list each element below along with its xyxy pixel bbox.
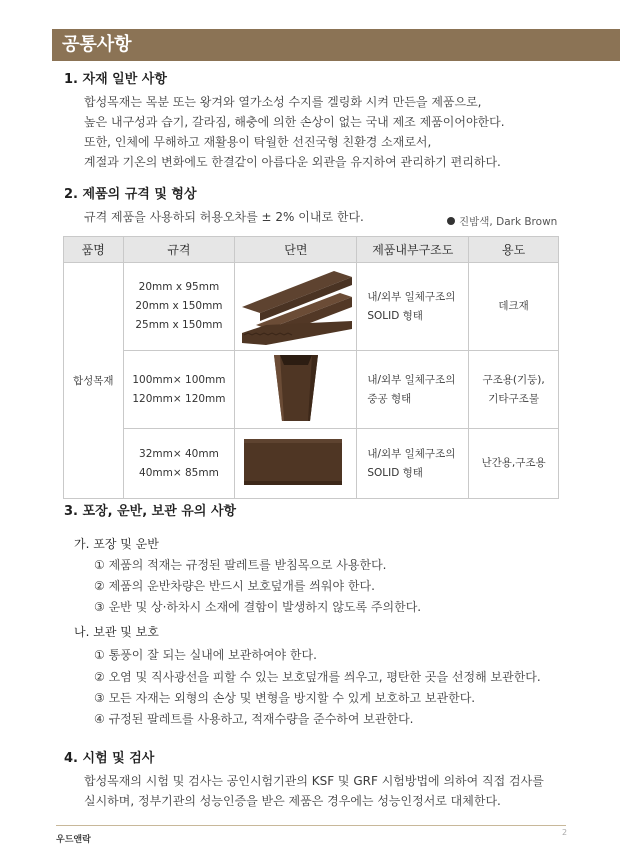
section-image-cell (235, 351, 357, 429)
header-structure: 제품내부구조도 (357, 237, 469, 263)
list-item: ② 오염 및 직사광선을 피할 수 있는 보호덮개를 씌우고, 평탄한 곳을 선정해 보관한다. (94, 670, 541, 684)
post-image (236, 351, 356, 425)
color-swatch (447, 217, 455, 225)
tolerance-note: 규격 제품을 사용하되 허용오차를 ± 2% 이내로 한다. (84, 210, 364, 224)
deck-board-image (236, 263, 356, 347)
use-text: 구조용(기둥), (482, 373, 545, 386)
subsection-a-title: 가. 포장 및 운반 (74, 537, 159, 551)
spec-value: 120mm× 120mm (132, 392, 226, 405)
spec-value: 20mm x 150mm (135, 300, 223, 312)
list-item: ④ 규정된 팔레트를 사용하고, 적재수량을 준수하여 보관한다. (94, 712, 414, 726)
header-section: 단면 (235, 237, 357, 263)
spec-value: 25mm x 150mm (135, 319, 223, 331)
spec-value: 20mm x 95mm (138, 281, 220, 293)
list-item: ③ 모든 자재는 외형의 손상 및 변형을 방지할 수 있게 보호하고 보관한다. (94, 691, 476, 705)
page-title: 공통사항 (62, 34, 132, 55)
section-4-line: 실시하며, 정부기관의 성능인증을 받은 제품은 경우에는 성능인정서로 대체한다. (84, 794, 501, 808)
section-2-title: 2. 제품의 규격 및 형상 (64, 187, 197, 202)
list-item: ② 제품의 운반차량은 반드시 보호덮개를 씌워야 한다. (94, 579, 375, 593)
table-header-row (64, 237, 559, 263)
footer-logo: 우드앤락 (56, 835, 91, 845)
structure-text: 내/외부 일체구조의 (367, 290, 456, 303)
section-1-line: 합성목재는 목분 또는 왕겨와 열가소성 수지를 겔링화 시켜 만든을 제품으로, (84, 95, 482, 109)
use-cell (469, 351, 559, 429)
list-item: ① 통풍이 잘 되는 실내에 보관하여야 한다. (94, 648, 317, 662)
section-1-title: 1. 자재 일반 사항 (64, 72, 167, 87)
product-name-cell: 합성목재 (64, 263, 124, 499)
color-label: 진밤색, Dark Brown (459, 216, 558, 228)
section-4-body (84, 771, 564, 811)
list-item: ① 제품의 적재는 규정된 팔레트를 받침목으로 사용한다. (94, 558, 387, 572)
section-4-line: 합성목재의 시험 및 검사는 공인시험기관의 KSF 및 GRF 시험방법에 의하여 직접 검사를 (84, 774, 544, 788)
section-1-line: 계절과 기온의 변화에도 한결같이 아름다운 외관을 유지하여 관리하기 편리하다. (84, 155, 501, 169)
section-image-cell (235, 429, 357, 499)
section-1-line: 높은 내구성과 습기, 갈라짐, 해충에 의한 손상이 없는 국내 제조 제품이어야한다. (84, 115, 505, 129)
spec-table (63, 236, 559, 499)
rail-image (236, 429, 356, 495)
spec-cell (123, 429, 235, 499)
structure-cell (357, 351, 469, 429)
spec-cell (123, 263, 235, 351)
spec-value: 100mm× 100mm (132, 373, 226, 386)
use-text: 기타구조물 (488, 392, 539, 405)
section-4-title: 4. 시험 및 검사 (64, 751, 155, 766)
spec-value: 40mm× 85mm (139, 466, 219, 479)
header-bar (52, 29, 620, 61)
use-text: 데크재 (498, 300, 529, 312)
list-item: ③ 운반 및 상·하차시 소재에 결함이 발생하지 않도록 주의한다. (94, 600, 422, 614)
structure-cell (357, 263, 469, 351)
structure-text: 중공 형태 (367, 392, 412, 405)
header-use: 용도 (469, 237, 559, 263)
page-number: 2 (562, 828, 568, 837)
structure-cell (357, 429, 469, 499)
section-3-title: 3. 포장, 운반, 보관 유의 사항 (64, 504, 237, 519)
header-spec: 규격 (123, 237, 235, 263)
use-cell (469, 429, 559, 499)
structure-text: 내/외부 일체구조의 (367, 373, 456, 386)
spec-cell (123, 351, 235, 429)
structure-text: SOLID 형태 (367, 309, 423, 322)
table-row (64, 429, 559, 499)
color-legend (447, 214, 557, 230)
subsection-b-title: 나. 보관 및 보호 (74, 625, 159, 639)
structure-text: 내/외부 일체구조의 (367, 447, 456, 460)
spec-value: 32mm× 40mm (139, 447, 219, 460)
use-text: 난간용,구조용 (481, 457, 546, 469)
structure-text: SOLID 형태 (367, 466, 423, 479)
section-1-body (84, 92, 564, 172)
section-1-line: 또한, 인체에 무해하고 재활용이 탁월한 선진국형 친환경 소재로서, (84, 135, 432, 149)
header-product: 품명 (64, 237, 124, 263)
table-row (64, 263, 559, 351)
footer-divider (56, 825, 566, 826)
table-row (64, 351, 559, 429)
section-image-cell (235, 263, 357, 351)
use-cell (469, 263, 559, 351)
